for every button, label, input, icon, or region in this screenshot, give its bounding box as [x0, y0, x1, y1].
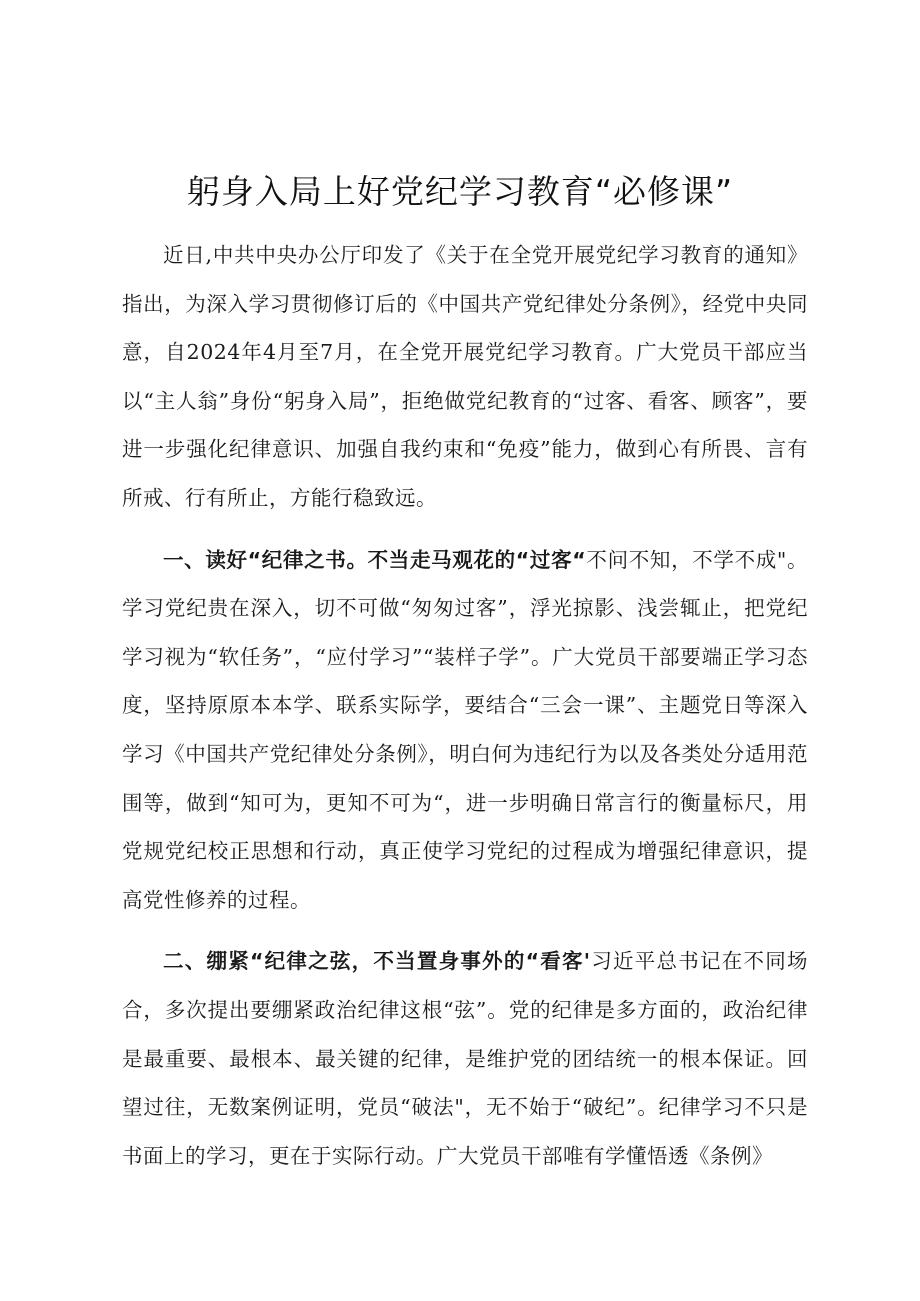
document-body — [122, 231, 808, 1180]
paragraph-text: 近日,中共中央办公厅印发了《关于在全党开展党纪学习教育的通知》指出，为深入学习贯彻修订后的《中国共产党纪律处分条例》，经党中央同意，自2024年4月至7月，在全党开展党纪学习教育。广大党员干部应当以“主人翁”身份“躬身入局”，拒绝做党纪教育的“过客、看客、顾客”，要进一步强化纪律意识、加强自我约束和“免疫”能力，做到心有所畏、言有所戒、行有所止，方能行稳致远。 — [122, 243, 808, 510]
paragraph-intro — [122, 231, 808, 523]
document-title: 躬身入局上好党纪学习教育“必修课” — [186, 172, 734, 211]
paragraph-text: 不问不知，不学不成"。学习党纪贵在深入，切不可做“匆匆过客”，浮光掠影、浅尝辄止，把党纪学习视为“软任务”，“应付学习”“装样子学”。广大党员干部要端正学习态度，坚持原原本本学、联系实际学，要结合“三会一课”、主题党日等深入学习《中国共产党纪律处分条例》，明白何为违纪行为以及各类处分适用范围等，做到“知可为，更知不可为“，进一步明确日常言行的衡量标尺，用党规党纪校正思想和行动，真正使学习党纪的过程成为增强纪律意识，提高党性修养的过程。 — [122, 547, 809, 912]
paragraph-section-2 — [122, 937, 808, 1180]
paragraph-text: 习近平总书记在不同场合，多次提出要绷紧政治纪律这根“弦”。党的纪律是多方面的，政治纪律是最重要、最根本、最关键的纪律，是维护党的团结统一的根本保证。回望过往，无数案例证明，党员“破法"，无不始于“破纪”。纪律学习不只是书面上的学习，更在于实际行动。广大党员干部唯有学懂悟透《条例》 — [122, 949, 808, 1168]
paragraph-section-1 — [122, 536, 808, 925]
section-1-heading: 一、读好“纪律之书。不当走马观花的“过客“ — [163, 547, 587, 572]
section-2-heading: 二、绷紧“纪律之弦，不当置身事外的“看客' — [163, 949, 591, 974]
